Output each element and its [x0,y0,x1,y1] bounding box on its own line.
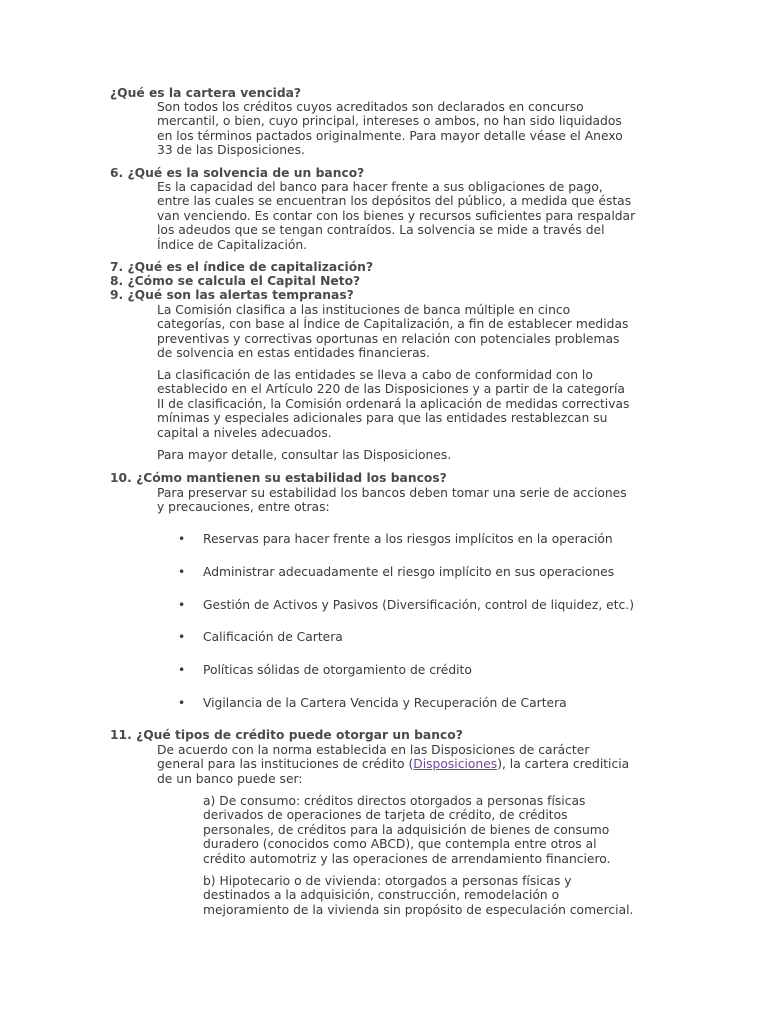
text-line: categorías, con base al Índice de Capitalización, a fin de establecer medidas [157,317,629,332]
text-line: personales, de créditos para la adquisición de bienes de consumo [203,822,610,837]
text-line [157,757,667,771]
question-cartera-vencida: ¿Qué es la cartera vencida? [110,86,302,100]
text-fragment: general para las instituciones de crédito ( [157,757,414,772]
text-line: entre las cuales se encuentran los depósitos del público, a medida que éstas [157,194,632,209]
list-item [178,696,567,710]
list-item-text: Administrar adecuadamente el riesgo implícito en sus operaciones [203,565,615,579]
text-line: van venciendo. Es contar con los bienes y recursos suficientes para respaldar [157,208,636,223]
list-item-text: Calificación de Cartera [203,630,343,644]
bullet-icon: • [178,696,186,710]
answer-11 [157,743,667,786]
credit-type-consumo [203,794,673,866]
text-line: y precauciones, entre otras: [157,500,330,515]
answer-cartera-vencida [157,100,667,158]
bullet-icon: • [178,663,186,677]
answer-6 [157,180,667,252]
text-line: b) Hipotecario o de vivienda: otorgados a personas físicas y [203,874,572,888]
text-line: II de clasificación, la Comisión ordenará la aplicación de medidas correctivas [157,396,630,411]
text-line: mínimas y especiales adicionales para que las entidades restablezcan su [157,411,608,426]
list-item [178,598,634,612]
credit-type-hipotecario [203,874,673,917]
text-line: los adeudos que se tengan contraídos. La solvencia se mide a través del [157,223,605,238]
question-11: 11. ¿Qué tipos de crédito puede otorgar un banco? [110,728,463,742]
bullet-icon: • [178,598,186,612]
bullet-icon: • [178,532,186,546]
text-line: preventivas y correctivas oportunas en relación con potenciales problemas [157,331,620,346]
list-item [178,565,614,579]
text-line: en los términos pactados originalmente. Para mayor detalle véase el Anexo [157,128,623,143]
list-item [178,532,613,546]
list-item [178,663,472,677]
text-line: establecido en el Artículo 220 de las Disposiciones y a partir de la categoría [157,382,625,397]
text-line: crédito automotriz y las operaciones de arrendamiento financiero. [203,851,611,866]
disposiciones-link[interactable]: Disposiciones [413,757,498,772]
question-7: 7. ¿Qué es el índice de capitalización? [110,260,374,274]
question-9: 9. ¿Qué son las alertas tempranas? [110,288,354,302]
text-line: Es la capacidad del banco para hacer frente a sus obligaciones de pago, [157,180,603,194]
text-line: a) De consumo: créditos directos otorgados a personas físicas [203,794,586,808]
bullet-icon: • [178,630,186,644]
text-line: capital a niveles adecuados. [157,425,332,440]
text-line: duradero (conocidos como ABCD), que contempla entre otros al [203,837,597,852]
answer-9-paragraph-2 [157,368,667,440]
list-item [178,630,343,644]
text-line: destinados a la adquisición, construcción, remodelación o [203,888,560,903]
text-line: de un banco puede ser: [157,771,303,786]
text-line: mercantil, o bien, cuyo principal, intereses o ambos, no han sido liquidados [157,114,622,129]
answer-10 [157,486,667,515]
list-item-text: Vigilancia de la Cartera Vencida y Recuperación de Cartera [203,696,567,710]
list-item-text: Gestión de Activos y Pasivos (Diversificación, control de liquidez, etc.) [203,598,634,612]
text-line: Índice de Capitalización. [157,237,308,252]
text-line: La clasificación de las entidades se lleva a cabo de conformidad con lo [157,368,593,382]
text-line: Para mayor detalle, consultar las Disposiciones. [157,448,452,462]
bullet-icon: • [178,565,186,579]
text-line: de solvencia en estas entidades financieras. [157,346,430,361]
question-6: 6. ¿Qué es la solvencia de un banco? [110,166,365,180]
text-line: mejoramiento de la vivienda sin propósito de especulación comercial. [203,902,634,917]
list-item-text: Reservas para hacer frente a los riesgos implícitos en la operación [203,532,613,546]
question-10: 10. ¿Cómo mantienen su estabilidad los bancos? [110,471,447,485]
text-fragment: ), la cartera crediticia [497,757,630,772]
text-line: 33 de las Disposiciones. [157,143,305,158]
text-line: La Comisión clasifica a las instituciones de banca múltiple en cinco [157,303,571,317]
text-line: De acuerdo con la norma establecida en las Disposiciones de carácter [157,743,590,757]
answer-9-paragraph-3 [157,448,667,462]
text-line: derivados de operaciones de tarjeta de crédito, de créditos [203,808,568,823]
text-line: Para preservar su estabilidad los bancos deben tomar una serie de acciones [157,486,627,500]
list-item-text: Políticas sólidas de otorgamiento de crédito [203,663,472,677]
text-line: Son todos los créditos cuyos acreditados son declarados en concurso [157,100,584,114]
answer-9-paragraph-1 [157,303,667,361]
question-8: 8. ¿Cómo se calcula el Capital Neto? [110,274,361,288]
